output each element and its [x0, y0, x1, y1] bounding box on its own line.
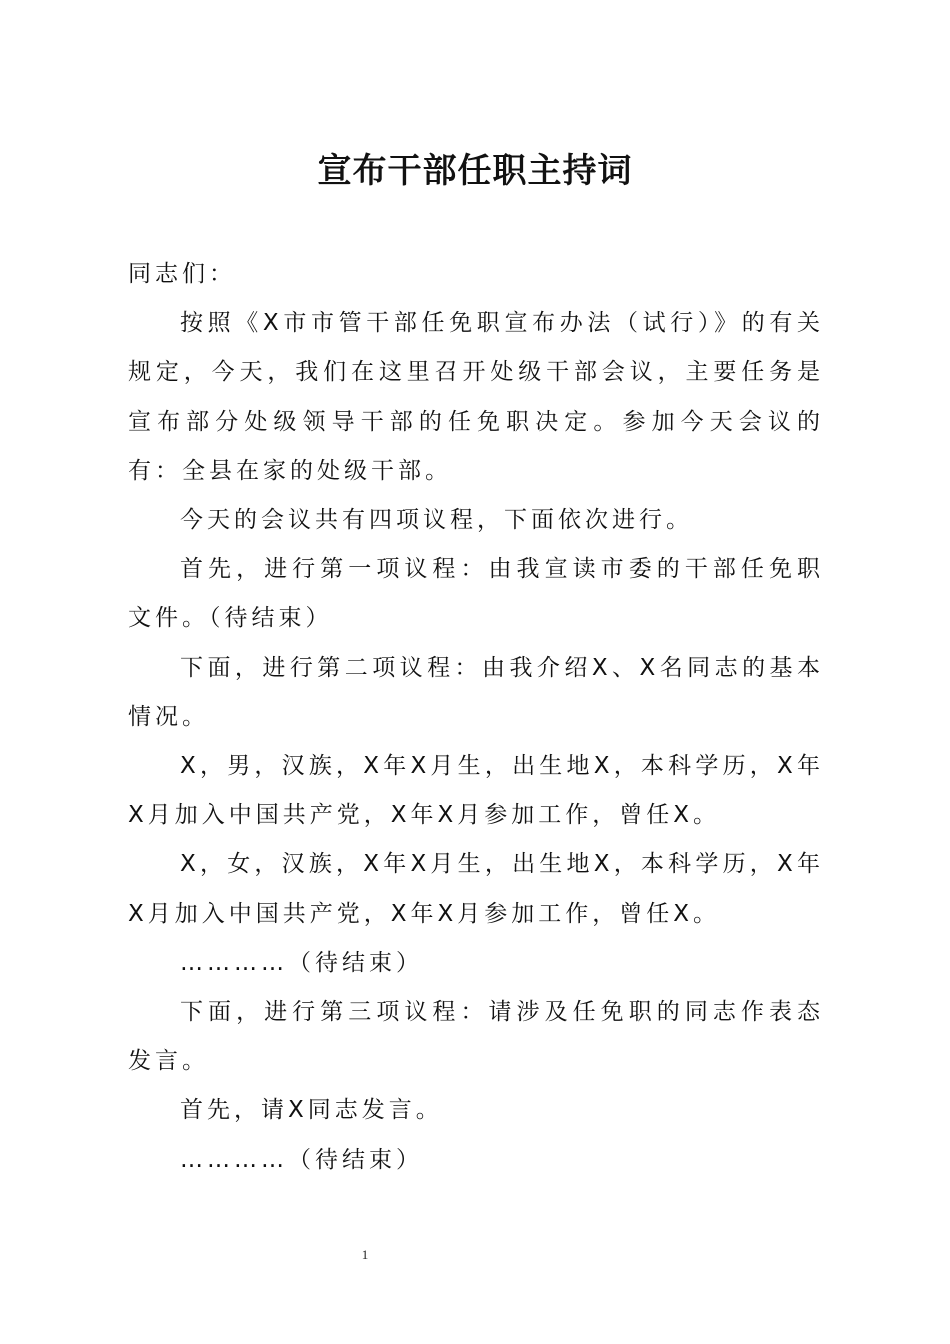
salutation-paragraph: 同志们：	[128, 261, 236, 287]
body-paragraph: 首先，请X同志发言。	[180, 1097, 443, 1124]
body-paragraph: X，女，汉族，X年X月生，出生地X，本科学历，X年X月加入中国共产党，X年X月参加工作，曾任X。	[128, 851, 824, 927]
document-title: 宣布干部任职主持词	[317, 151, 633, 191]
document-body	[128, 250, 824, 1185]
body-paragraph: …………（待结束）	[180, 949, 423, 976]
body-paragraph: 今天的会议共有四项议程，下面依次进行。	[180, 507, 693, 534]
body-paragraph: 下面，进行第二项议程：由我介绍X、X名同志的基本情况。	[128, 654, 824, 730]
body-paragraph: 下面，进行第三项议程：请涉及任免职的同志作表态发言。	[128, 999, 824, 1075]
body-paragraph: …………（待结束）	[180, 1146, 423, 1173]
body-paragraph: 首先，进行第一项议程：由我宣读市委的干部任免职文件。（待结束）	[128, 556, 824, 632]
body-paragraph: 按照《X市市管干部任免职宣布办法（试行）》的有关规定，今天，我们在这里召开处级干部会议，主要任务是宣布部分处级领导干部的任免职决定。参加今天会议的有：全县在家的处级干部。	[128, 310, 824, 484]
page-number: 1	[361, 1247, 369, 1262]
body-paragraph: X，男，汉族，X年X月生，出生地X，本科学历，X年X月加入中国共产党，X年X月参加工作，曾任X。	[128, 753, 824, 829]
